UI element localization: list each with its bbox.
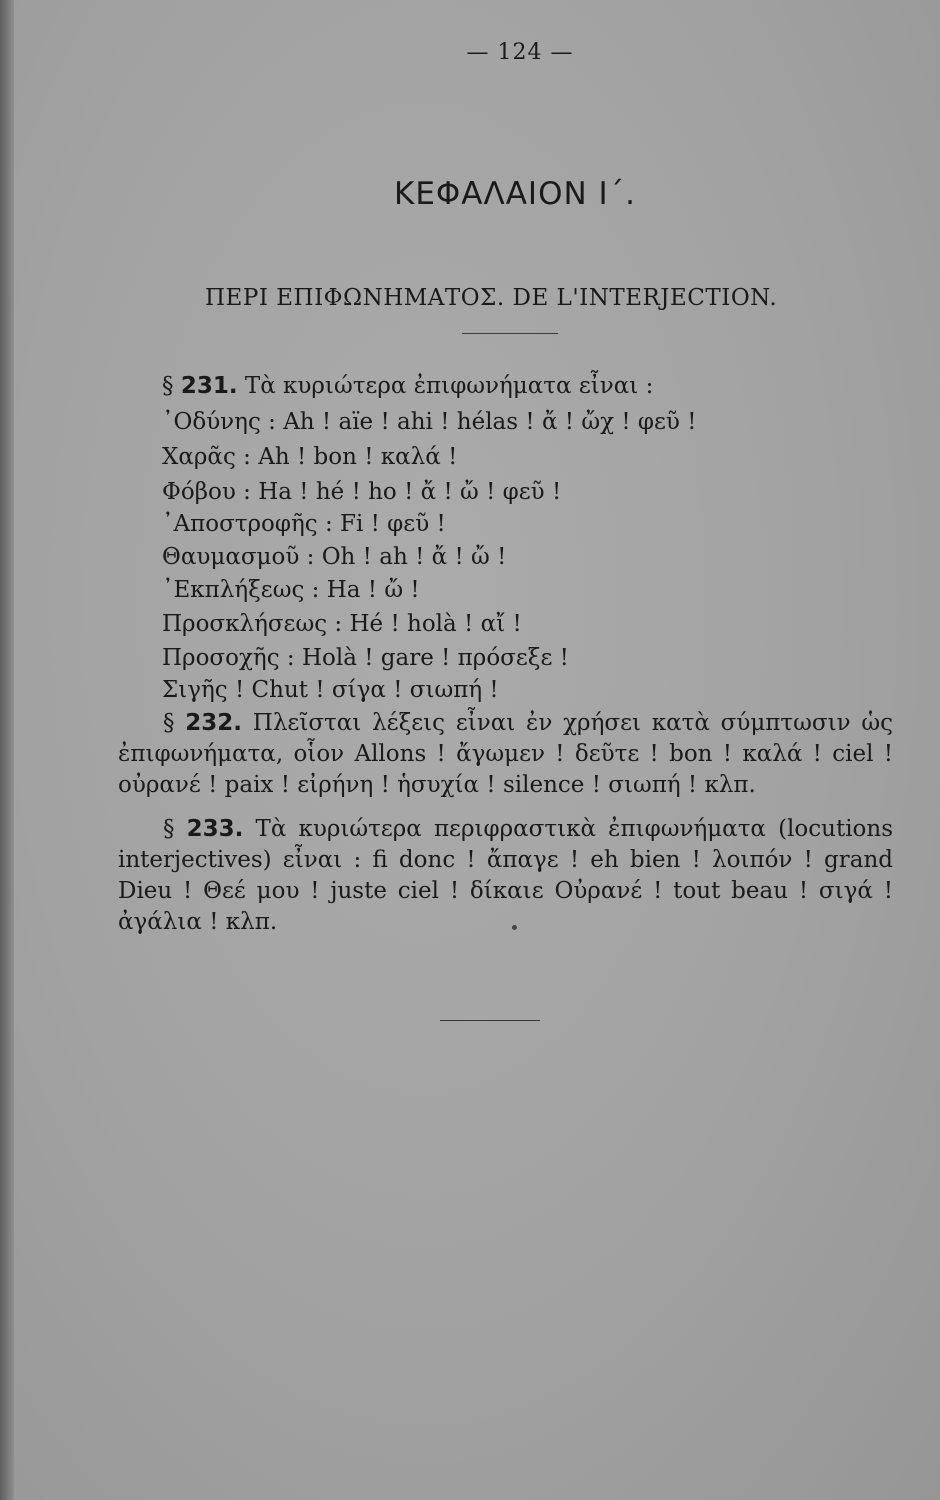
section-231-heading	[162, 371, 653, 401]
list-item: Φόβου : Ha ! hé ! ho ! ἄ ! ὤ ! φεῦ !	[162, 479, 562, 505]
section-text: Τὰ κυριώτερα περιφραστικὰ ἐπιφωνήματα (locutions interjectives) εἶναι : fi donc ! ἄπαγε ! eh bien ! λοιπόν ! grand Dieu ! Θεέ μου ! juste ciel ! δίκαιε Οὐρανέ ! tout beau ! σιγά ! ἀγάλια ! κλπ.	[118, 816, 894, 935]
section-title: ΠΕΡΙ ΕΠΙΦΩΝΗΜΑΤΟΣ. DE L'INTERJECTION.	[205, 285, 778, 311]
section-number: 231.	[180, 373, 238, 399]
section-232-paragraph	[118, 708, 893, 801]
page-number: — 124 —	[466, 40, 574, 65]
list-item: Σιγῆς ! Chut ! σίγα ! σιωπή !	[162, 677, 499, 703]
section-sign: §	[162, 373, 174, 399]
page-binding-edge	[0, 0, 14, 1500]
list-item: ᾿Εκπλήξεως : Ha ! ὤ !	[162, 577, 420, 603]
list-item: Προσοχῆς : Holà ! gare ! πρόσεξε !	[162, 645, 569, 671]
list-item: Χαρᾶς : Ah ! bon ! καλά !	[162, 444, 458, 470]
title-divider	[462, 333, 558, 334]
list-item: Προσκλήσεως : Hé ! holà ! αἴ !	[162, 611, 522, 637]
section-intro: Τὰ κυριώτερα ἐπιφωνήματα εἶναι :	[244, 373, 654, 399]
list-item: Θαυμασμοῦ : Oh ! ah ! ἄ ! ὤ !	[162, 544, 507, 570]
section-sign: §	[163, 710, 175, 736]
end-divider	[440, 1020, 540, 1021]
section-sign: §	[163, 816, 175, 842]
section-number: 233.	[186, 816, 244, 842]
ink-dot	[512, 925, 517, 930]
chapter-title: ΚΕΦΑΛΑΙΟΝ Ι΄.	[393, 176, 637, 212]
section-text: Πλεῖσται λέξεις εἶναι ἐν χρήσει κατὰ σύμπτωσιν ὡς ἐπιφωνήματα, οἷον Allons ! ἄγωμεν ! δεῦτε ! bon ! καλά ! ciel ! οὐρανέ ! paix ! εἰρήνη ! ἡσυχία ! silence ! σιωπή ! κλπ.	[118, 710, 893, 798]
section-233-paragraph	[118, 814, 893, 938]
list-item: ᾿Αποστροφῆς : Fi ! φεῦ !	[162, 511, 446, 537]
list-item: ᾿Οδύνης : Ah ! aïe ! ahi ! hélas ! ἄ ! ὤχ ! φεῦ !	[162, 409, 697, 435]
section-number: 232.	[185, 710, 243, 736]
